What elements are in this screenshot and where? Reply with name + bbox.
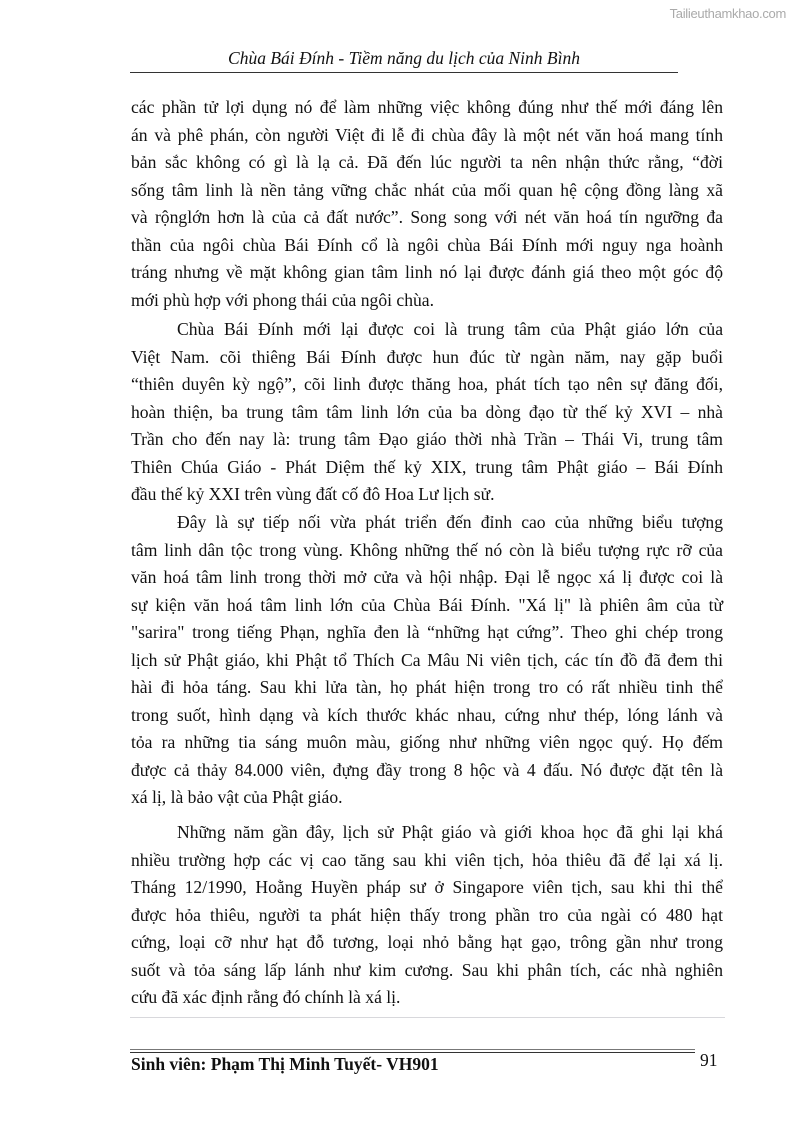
text-line: hoàn thiện, ba trung tâm tâm linh lớn của ba dòng đạo từ thế kỷ XVI – nhà	[131, 401, 723, 422]
text-line: nhiều trường hợp các vị cao tăng sau khi viên tịch, hỏa thiêu đã để lại xá lị.	[131, 849, 723, 870]
text-line: và rộnglớn hơn là của cả đất nước”. Song song với nét văn hoá tín ngưỡng đa	[131, 207, 723, 227]
text-line: tâm linh dân tộc trong vùng. Không những thế nó còn là biểu tượng rực rỡ của	[131, 539, 723, 560]
text-line: được cả thảy 84.000 viên, đựng đầy trong 8 hộc và 4 đấu. Nó được đặt tên là	[131, 759, 723, 780]
text-line: Những năm gần đây, lịch sử Phật giáo và giới khoa học đã ghi lại khá	[177, 822, 723, 842]
text-line: mới phù hợp với phong thái của ngôi chùa.	[131, 289, 435, 310]
text-line: suốt và tỏa sáng lấp lánh như kim cương. Sau khi phân tích, các nhà nghiên	[131, 959, 723, 980]
text-line: "sarira" trong tiếng Phạn, nghĩa đen là “những hạt cứng”. Theo ghi chép trong	[131, 622, 723, 642]
text-line: được hỏa thiêu, người ta phát hiện thấy trong phần tro của ngài có 480 hạt	[131, 904, 723, 925]
footer-author: Sinh viên: Phạm Thị Minh Tuyết- VH901	[131, 1054, 439, 1074]
text-line: Chùa Bái Đính mới lại được coi là trung tâm của Phật giáo lớn của	[177, 319, 723, 339]
text-line: cứu đã xác định rằng đó chính là xá lị.	[131, 987, 401, 1007]
running-header: Chùa Bái Đính - Tiềm năng du lịch của Ninh Bình	[228, 48, 580, 68]
text-line: thần của ngôi chùa Bái Đính cổ là ngôi chùa Bái Đính mới nguy nga hoành	[131, 234, 723, 255]
text-line: tỏa ra những tia sáng muôn màu, giống như những viên ngọc quý. Họ đếm	[131, 732, 723, 752]
paragraph	[131, 509, 723, 812]
paragraph	[131, 316, 723, 509]
text-line: trong suốt, hình dạng và kích thước khác nhau, cứng như thép, lóng lánh và	[131, 704, 723, 725]
header-rule	[130, 72, 678, 73]
text-line: cứng, loại cỡ như hạt đỗ tương, loại nhỏ bằng hạt gạo, trông gần như trong	[131, 932, 723, 952]
text-line: tráng nhưng về mặt không gian tâm linh nó lại được đánh giá theo một góc độ	[131, 262, 723, 282]
text-line: lịch sử Phật giáo, khi Phật tổ Thích Ca Mâu Ni viên tịch, các tín đồ đã đem thi	[131, 649, 723, 670]
text-line: án và phê phán, còn người Việt đi lễ đi chùa đây là một nét văn hoá mang tính	[131, 124, 723, 145]
text-line: hài đi hỏa táng. Sau khi lửa tàn, họ phát hiện trong tro có rất nhiều tinh thể	[131, 677, 723, 697]
paragraph	[131, 819, 723, 1012]
paragraph	[131, 94, 723, 314]
text-line: sự kiện văn hoá tâm linh lớn của Chùa Bái Đính. "Xá lị" là phiên âm của từ	[131, 594, 723, 615]
text-line: văn hoá tâm linh trong thời mở cửa và hội nhập. Đại lễ ngọc xá lị được coi là	[131, 567, 723, 587]
text-line: Trần cho đến nay là: trung tâm Đạo giáo thời nhà Trần – Thái Vi, trung tâm	[131, 429, 723, 449]
footer-rule	[130, 1052, 695, 1053]
footer-rule	[130, 1049, 695, 1050]
text-line: “thiên duyên kỳ ngộ”, cõi linh được thăng hoa, phát tích tạo nên sự đăng đối,	[131, 374, 723, 394]
text-line: Thiên Chúa Giáo - Phát Diệm thế kỷ XIX, trung tâm Phật giáo – Bái Đính	[131, 456, 723, 477]
text-line: xá lị, là bảo vật của Phật giáo.	[131, 787, 343, 807]
text-line: đầu thế kỷ XXI trên vùng đất cố đô Hoa Lư lịch sử.	[131, 484, 495, 504]
page-separator	[130, 1017, 725, 1018]
page-number: 91	[700, 1050, 718, 1070]
text-line: các phần tử lợi dụng nó để làm những việc không đúng như thế mới đáng lên	[131, 97, 723, 117]
text-line: Việt Nam. cõi thiêng Bái Đính được hun đúc từ ngàn năm, nay gặp buổi	[131, 346, 723, 367]
watermark: Tailieuthamkhao.com	[669, 6, 786, 21]
text-line: Tháng 12/1990, Hoằng Huyền pháp sư ở Singapore viên tịch, sau khi thi thể	[131, 877, 723, 897]
text-line: Đây là sự tiếp nối vừa phát triển đến đỉnh cao của những biểu tượng	[177, 512, 723, 532]
text-line: bản sắc không có gì là lạ cả. Đã đến lúc người ta nên nhận thức rằng, “đời	[131, 152, 723, 172]
text-line: sống tâm linh là nền tảng vững chắc nhát của mối quan hệ cộng đồng làng xã	[131, 179, 723, 200]
